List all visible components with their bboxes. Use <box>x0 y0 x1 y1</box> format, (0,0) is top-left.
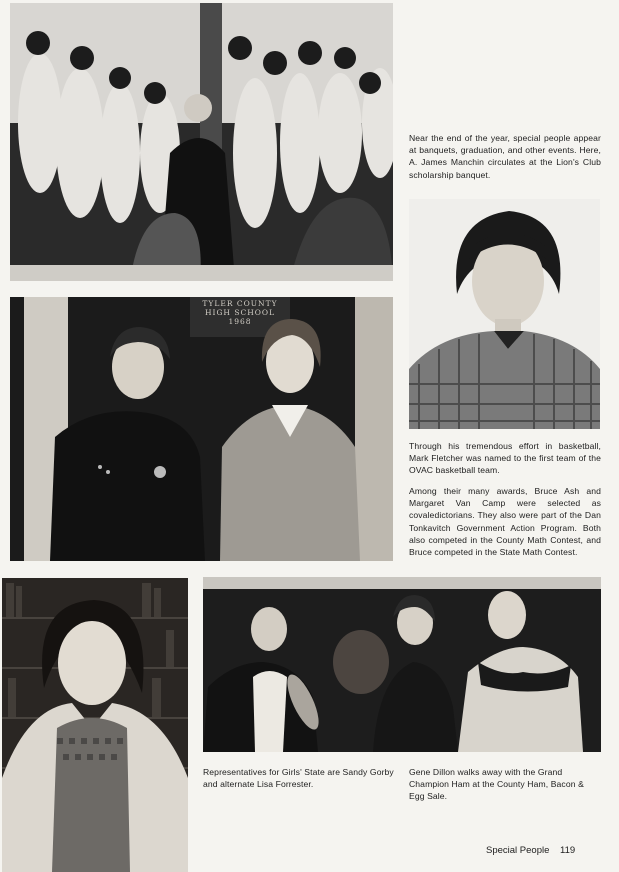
section-title: Special People <box>486 845 550 856</box>
fletcher-portrait <box>409 199 600 429</box>
valedictorians-caption: Among their many awards, Bruce Ash and Margaret Van Camp were selected as covaledictorians. They also were part of the Dan Tonkavitch Government Action Program. Both also competed in the County Math Contest, and Bruce competed in the State Math Contest. <box>409 486 601 558</box>
page-number: 119 <box>560 845 576 856</box>
ham-sale-caption: Gene Dillon walks away with the Grand Champion Ham at the County Ham, Bacon & Egg Sale. <box>409 767 584 802</box>
school-sign-line2: HIGH SCHOOL <box>204 308 276 317</box>
page-footer <box>486 845 575 856</box>
girls-state-caption: Representatives for Girls' State are Sandy Gorby and alternate Lisa Forrester. <box>203 767 394 790</box>
banquet-photo <box>10 3 393 281</box>
valedictorians-photo <box>10 297 393 561</box>
ham-sale-photo <box>203 577 601 752</box>
fletcher-caption: Through his tremendous effort in basketball, Mark Fletcher was named to the first team of the OVAC basketball team. <box>409 441 601 476</box>
school-sign-line3: 1968 <box>228 317 252 326</box>
banquet-caption: Near the end of the year, special people appear at banquets, graduation, and other events. Here, A. James Manchin circulates at the Lion's Club scholarship banquet. <box>409 133 601 180</box>
school-sign <box>193 299 287 326</box>
girls-state-photo <box>2 578 188 872</box>
school-sign-line1: TYLER COUNTY <box>202 299 278 308</box>
